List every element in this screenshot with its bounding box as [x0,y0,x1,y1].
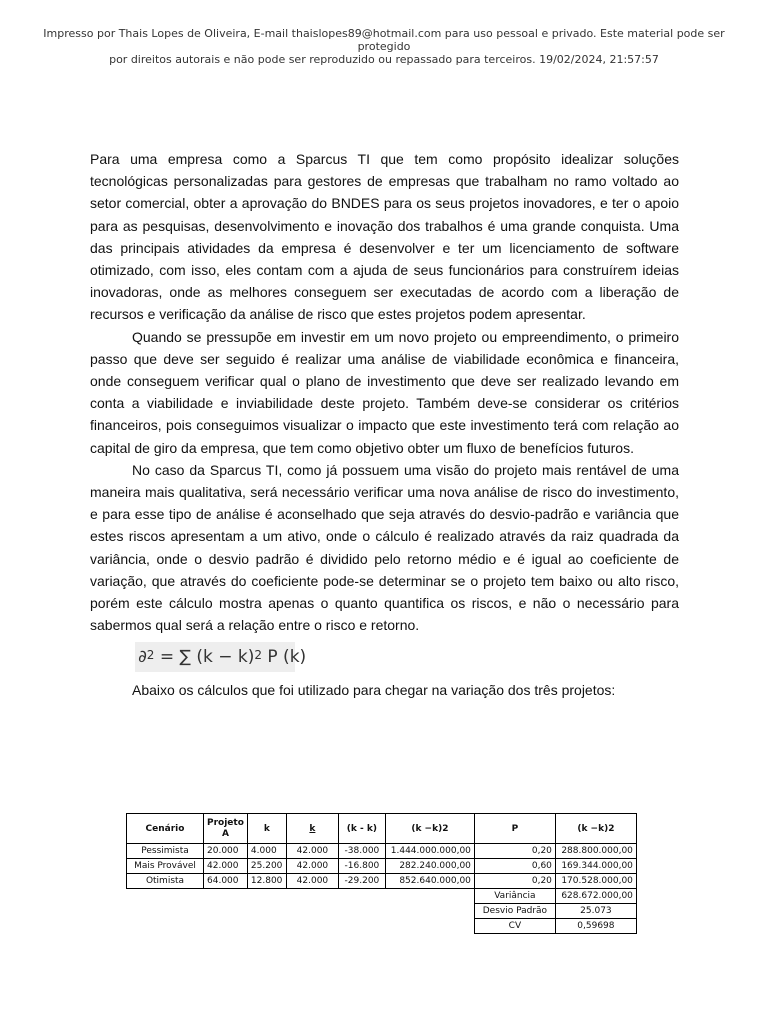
cell-k-diff-sq: 1.444.000.000,00 [385,844,474,859]
cell-weighted: 169.344.000,00 [555,859,636,874]
cell-p: 0,60 [474,859,555,874]
summary-value: 25.073 [555,904,636,919]
summary-label: Variância [474,889,555,904]
paragraph-1: Para uma empresa como a Sparcus TI que tem como propósito idealizar soluções tecnológicas personalizadas para gestores de empresas que trabalham no ramo voltado ao setor comercial, obter a aprovação do BNDES para os seus projetos inovadores, e ter o apoio para as pesquisas, desenvolvimento e inovação dos trabalhos é uma grande conquista. Uma das principais atividades da empresa é desenvolver e ter um licenciamento de software otimizado, com isso, eles contam com a ajuda de seus funcionários para construírem ideias inovadoras, onde as melhores conseguem ser executadas de acordo com a liberação de recursos e verificação da análise de risco que estes projetos podem apresentar. [90,151,679,323]
cell-k: 25.200 [247,859,286,874]
summary-row-std-dev [127,904,637,919]
summary-label: Desvio Padrão [474,904,555,919]
summary-label: CV [474,919,555,934]
header-p: P [474,814,555,844]
formula-delta: ∂ [138,647,147,668]
cell-p: 0,20 [474,844,555,859]
cell-p: 0,20 [474,874,555,889]
cell-k: 12.800 [247,874,286,889]
table-row [127,859,637,874]
cell-weighted: 170.528.000,00 [555,874,636,889]
document-body [90,148,679,700]
paragraph-3: No caso da Sparcus TI, como já possuem uma visão do projeto mais rentável de uma maneira mais qualitativa, será necessário verificar uma nova análise de risco do investimento, e para esse tipo de análise é aconselhado que seja através do desvio-padrão e variância que estes riscos apresentam a um ativo, onde o cálculo é realizado através da raiz quadrada da variância, onde o desvio padrão é dividido pelo retorno médio e é igual ao coeficiente de variação, que através do coeficiente pode-se determinar se o projeto tem baixo ou alto risco, porém este cálculo mostra apenas o quanto quantifica os riscos, e não o necessário para sabermos qual será a relação entre o risco e retorno. [90,461,679,634]
table-header-row [127,814,637,844]
cell-scenario: Otimista [127,874,204,889]
header-k-diff-sq: (k −k)2 [385,814,474,844]
summary-value: 0,59698 [555,919,636,934]
table-row [127,844,637,859]
cell-k-diff: -29.200 [338,874,385,889]
header-k: k [247,814,286,844]
table-row [127,874,637,889]
cell-scenario: Pessimista [127,844,204,859]
calc-table [126,813,637,934]
formula-sup-2: 2 [254,648,262,663]
header-k-diff-sq-p: (k −k)2 [555,814,636,844]
variance-formula-image [135,642,307,672]
cell-k: 4.000 [247,844,286,859]
summary-row-cv [127,919,637,934]
cell-k-diff: -16.800 [338,859,385,874]
cell-k-mean: 42.000 [286,874,338,889]
cell-k-mean: 42.000 [286,859,338,874]
formula-sup-1: 2 [146,648,155,663]
formula-middle: = ∑ (k − k) [154,647,255,668]
cell-k-diff: -38.000 [338,844,385,859]
print-notice-line-2: por direitos autorais e não pode ser reproduzido ou repassado para terceiros. 19/02/2024, 21:57:57 [109,53,659,66]
summary-value: 628.672.000,00 [555,889,636,904]
paragraph-2: Quando se pressupõe em investir em um novo projeto ou empreendimento, o primeiro passo que deve ser seguido é realizar uma análise de viabilidade econômica e financeira, onde conseguem verificar qual o plano de investimento que deve ser realizado levando em conta a viabilidade e inviabilidade deste projeto. Também deve-se considerar os critérios financeiros, pois conseguimos visualizar o impacto que este investimento terá com relação ao capital de giro da empresa, que tem como objetivo obter um fluxo de benefícios futuros. [90,328,679,456]
cell-scenario: Mais Provável [127,859,204,874]
cell-k-mean: 42.000 [286,844,338,859]
cell-weighted: 288.800.000,00 [555,844,636,859]
cell-projeto-a: 20.000 [204,844,248,859]
print-notice-line-1: Impresso por Thais Lopes de Oliveira, E-mail thaislopes89@hotmail.com para uso pessoal e privado. Este material pode ser protegido [43,27,725,53]
header-k-mean: k [286,814,338,844]
print-notice-header [20,27,748,66]
risk-calculation-table [126,813,637,934]
cell-k-diff-sq: 282.240.000,00 [385,859,474,874]
cell-k-diff-sq: 852.640.000,00 [385,874,474,889]
header-k-diff: (k - k) [338,814,385,844]
table-caption: Abaixo os cálculos que foi utilizado para chegar na variação dos três projetos: [132,682,616,699]
header-cenario: Cenário [127,814,204,844]
cell-projeto-a: 42.000 [204,859,248,874]
summary-row-variance [127,889,637,904]
header-projeto-a: Projeto A [204,814,248,844]
cell-projeto-a: 64.000 [204,874,248,889]
formula-right: P (k) [262,647,307,668]
